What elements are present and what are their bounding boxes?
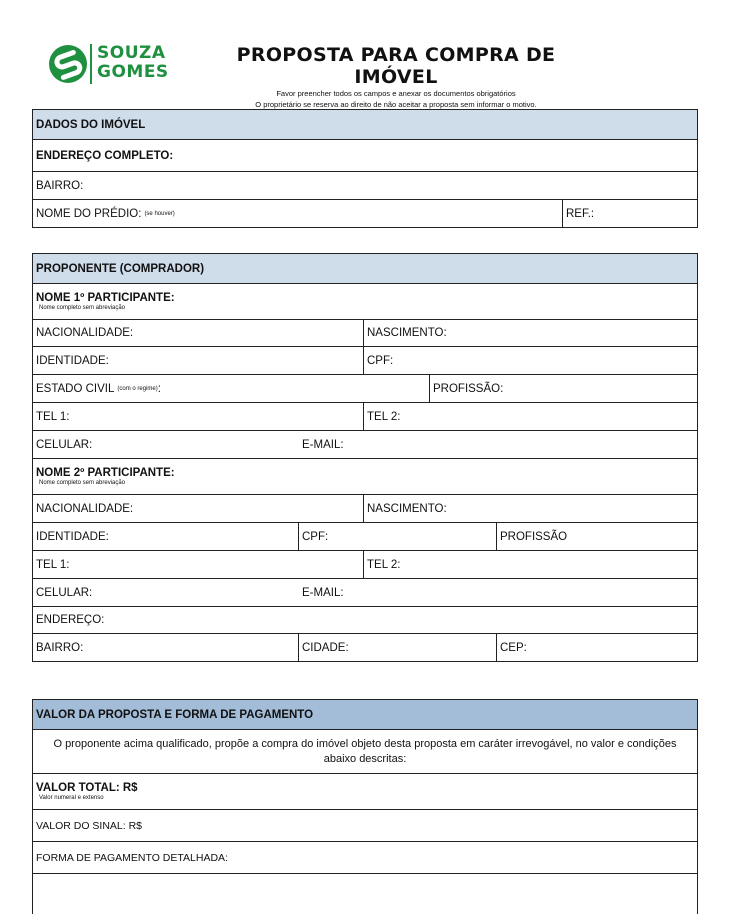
imovel-section-title: DADOS DO IMÓVEL <box>36 118 146 131</box>
p1-cpf-field[interactable]: CPF: <box>367 354 394 367</box>
nome-predio-label: NOME DO PRÉDIO: <box>36 207 142 220</box>
imovel-section <box>32 109 698 228</box>
subtitle-1: Favor preencher todos os campos e anexar os documentos obrigatórios <box>276 89 516 98</box>
p2-nome-field[interactable] <box>33 459 697 494</box>
p1-nacionalidade-row <box>33 320 697 347</box>
ref-field[interactable]: REF.: <box>566 207 595 220</box>
imovel-bairro-field[interactable]: BAIRRO: <box>36 179 84 192</box>
p2-profissao-field[interactable]: PROFISSÃO <box>500 530 568 543</box>
forma-row <box>33 842 697 874</box>
p2-nome-note: Nome completo sem abreviação <box>39 479 126 486</box>
nome-predio-note: (se houver) <box>144 210 175 217</box>
p1-identidade-row <box>33 347 697 375</box>
p1-tel-row <box>33 403 697 431</box>
p2-cep-field[interactable]: CEP: <box>500 641 527 654</box>
p1-email-field[interactable]: E-MAIL: <box>302 438 344 451</box>
p1-estado-civil-label: ESTADO CIVIL <box>36 382 115 395</box>
valor-sinal-field[interactable]: VALOR DO SINAL: R$ <box>36 819 143 832</box>
p2-endereco-row <box>33 607 697 634</box>
valor-total-row <box>33 774 697 810</box>
subtitle-2: O proprietário se reserva ao direito de não aceitar a proposta sem informar o motivo. <box>255 100 537 109</box>
p2-nacionalidade-field[interactable]: NACIONALIDADE: <box>33 495 364 522</box>
p2-bairro-row <box>33 634 697 662</box>
p2-tel1-field[interactable]: TEL 1: <box>33 551 364 578</box>
pagamento-section-title: VALOR DA PROPOSTA E FORMA DE PAGAMENTO <box>36 708 314 721</box>
p2-nascimento-field[interactable]: NASCIMENTO: <box>367 502 447 515</box>
p1-tel1-field[interactable]: TEL 1: <box>33 403 364 430</box>
p1-celular-field[interactable]: CELULAR: <box>36 438 93 451</box>
forma-detalhe-row <box>33 874 697 914</box>
p1-nome-field[interactable] <box>33 284 697 319</box>
proponente-header-row <box>33 254 697 284</box>
valor-total-label: VALOR TOTAL: R$ <box>36 781 138 794</box>
p1-nome-label: NOME 1º PARTICIPANTE: <box>36 291 175 304</box>
p2-cpf-field[interactable]: CPF: <box>299 523 497 550</box>
proponente-section-title: PROPONENTE (COMPRADOR) <box>36 262 205 275</box>
pagamento-section <box>32 699 698 914</box>
logo-wordmark <box>90 44 169 84</box>
p1-estado-civil-colon: : <box>157 382 161 395</box>
p2-endereco-field[interactable]: ENDEREÇO: <box>36 614 105 626</box>
p2-identidade-row <box>33 523 697 551</box>
p1-profissao-field[interactable]: PROFISSÃO: <box>433 382 504 395</box>
p2-nacionalidade-row <box>33 495 697 523</box>
p2-nome-label: NOME 2º PARTICIPANTE: <box>36 466 175 479</box>
p2-email-field[interactable]: E-MAIL: <box>302 586 344 599</box>
valor-total-field[interactable] <box>33 774 697 809</box>
endereco-completo-field[interactable]: ENDEREÇO COMPLETO: <box>36 149 174 162</box>
valor-total-note: Valor numeral e extenso <box>39 794 104 801</box>
p2-celular-field[interactable]: CELULAR: <box>36 586 93 599</box>
p1-name-row <box>33 284 697 320</box>
declaracao-row <box>33 730 697 774</box>
p1-contato-row <box>33 431 697 459</box>
p1-nacionalidade-field[interactable]: NACIONALIDADE: <box>33 320 364 346</box>
forma-pagamento-detalhe-area[interactable] <box>33 874 697 914</box>
p2-identidade-field[interactable]: IDENTIDADE: <box>33 523 299 550</box>
endereco-row <box>33 140 697 172</box>
forma-pagamento-field[interactable]: FORMA DE PAGAMENTO DETALHADA: <box>36 851 228 864</box>
company-logo <box>48 44 178 94</box>
document-header <box>205 44 587 110</box>
p2-bairro-field[interactable]: BAIRRO: <box>33 634 299 661</box>
p1-nascimento-field[interactable]: NASCIMENTO: <box>367 327 447 339</box>
p1-identidade-field[interactable]: IDENTIDADE: <box>33 347 364 374</box>
predio-row <box>33 200 697 228</box>
p1-estado-civil-row <box>33 375 697 403</box>
p1-nome-note: Nome completo sem abreviação <box>39 304 126 311</box>
souza-gomes-logo-icon <box>48 44 88 84</box>
pagamento-header-row <box>33 700 697 730</box>
p2-name-row <box>33 459 697 495</box>
logo-line2: GOMES <box>97 62 169 82</box>
logo-line1: SOUZA <box>97 43 166 63</box>
p2-contato-row <box>33 579 697 607</box>
bairro-row <box>33 172 697 200</box>
p2-cidade-field[interactable]: CIDADE: <box>299 634 497 661</box>
p2-tel2-field[interactable]: TEL 2: <box>367 558 401 571</box>
p1-tel2-field[interactable]: TEL 2: <box>367 410 401 423</box>
sinal-row <box>33 810 697 842</box>
declaracao-text: O proponente acima qualificado, propõe a compra do imóvel objeto desta proposta em caráter irrevogável, no valor e condições abaixo descritas: <box>53 737 677 765</box>
nome-predio-field[interactable] <box>33 200 563 227</box>
proponente-section <box>32 253 698 662</box>
p1-estado-civil-note: (com o regime) <box>117 385 158 392</box>
imovel-header-row <box>33 110 697 140</box>
p1-estado-civil-field[interactable] <box>33 375 430 402</box>
p2-tel-row <box>33 551 697 579</box>
document-title: PROPOSTA PARA COMPRA DE IMÓVEL <box>236 44 556 88</box>
